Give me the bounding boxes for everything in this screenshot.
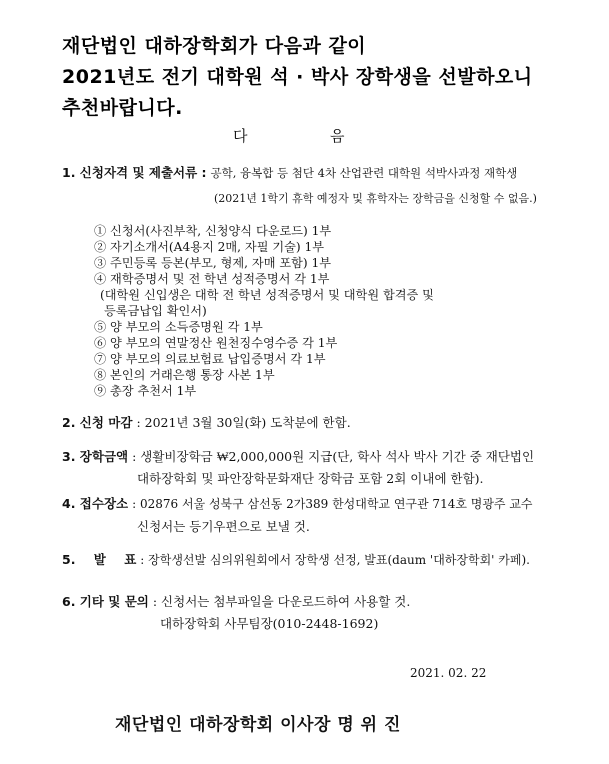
document-item-8: ⑧ 본인의 거래은행 통장 사본 1부	[94, 368, 275, 382]
heading-right: 음	[330, 127, 345, 145]
document-item-2: ② 자기소개서(A4용지 2매, 자필 기술) 1부	[94, 240, 325, 254]
title-line-1: 재단법인 대하장학회가 다음과 같이	[62, 35, 367, 57]
section-5-text: : 장학생선발 심의위원회에서 장학생 선정, 발표(daum '대하장학회' 카페).	[140, 553, 530, 567]
section-3-label: 3. 장학금액	[62, 449, 129, 464]
document-item-7: ⑦ 양 부모의 의료보험료 납입증명서 각 1부	[94, 352, 326, 366]
document-item-4-note-2: 등록금납입 확인서)	[104, 304, 207, 318]
section-1-text: 공학, 융복합 등 첨단 4차 산업관련 대학원 석박사과정 재학생	[210, 166, 518, 180]
section-2-text: : 2021년 3월 30일(화) 도착분에 한함.	[136, 415, 351, 430]
title-line-3: 추천바랍니다.	[62, 97, 183, 119]
document-item-4: ④ 재학증명서 및 전 학년 성적증명서 각 1부	[94, 272, 330, 286]
heading-left: 다	[233, 127, 248, 145]
document-item-9: ⑨ 총장 추천서 1부	[94, 384, 197, 398]
section-1-label: 1. 신청자격 및 제출서류 :	[62, 165, 207, 180]
section-6-text: : 신청서는 첨부파일을 다운로드하여 사용할 것.	[152, 594, 411, 609]
document-date: 2021. 02. 22	[410, 666, 487, 680]
section-4-text: : 02876 서울 성북구 삼선동 2가389 한성대학교 연구관 714호 명광주 교수	[132, 497, 533, 511]
section-5-label: 5. 발 표	[62, 552, 137, 567]
section-2-label: 2. 신청 마감	[62, 415, 133, 430]
section-4-label: 4. 접수장소	[62, 496, 129, 511]
section-3-text-2: 대하장학회 및 파안장학문화재단 장학금 포함 2회 이내에 한함).	[137, 471, 484, 486]
section-6-contact: 대하장학회 사무팀장(010-2448-1692)	[160, 616, 379, 631]
document-item-3: ③ 주민등록 등본(부모, 형제, 자매 포함) 1부	[94, 256, 332, 270]
section-2	[62, 413, 351, 431]
title-line-2: 2021년도 전기 대학원 석 · 박사 장학생을 선발하오니	[62, 66, 533, 88]
signature: 재단법인 대하장학회 이사장 명 위 진	[115, 715, 401, 735]
document-item-4-note-1: (대학원 신입생은 대학 전 학년 성적증명서 및 대학원 합격증 및	[100, 288, 434, 302]
section-1	[62, 163, 517, 181]
document-item-6: ⑥ 양 부모의 연말정산 원천징수영수증 각 1부	[94, 336, 338, 350]
document-item-1: ① 신청서(사진부착, 신청양식 다운로드) 1부	[94, 224, 332, 238]
section-3-text: : 생활비장학금 ₩2,000,000원 지급(단, 학사 석사 박사 기간 중 재단법인	[132, 449, 535, 464]
section-3	[62, 447, 534, 465]
section-4-text-2: 신청서는 등기우편으로 보낼 것.	[137, 519, 310, 534]
section-1-note: (2021년 1학기 휴학 예정자 및 휴학자는 장학금을 신청할 수 없음.)	[214, 192, 537, 205]
section-4	[62, 494, 533, 512]
section-6-label: 6. 기타 및 문의	[62, 594, 149, 609]
document-item-5: ⑤ 양 부모의 소득증명원 각 1부	[94, 320, 263, 334]
section-5	[62, 550, 530, 568]
section-6	[62, 592, 410, 610]
